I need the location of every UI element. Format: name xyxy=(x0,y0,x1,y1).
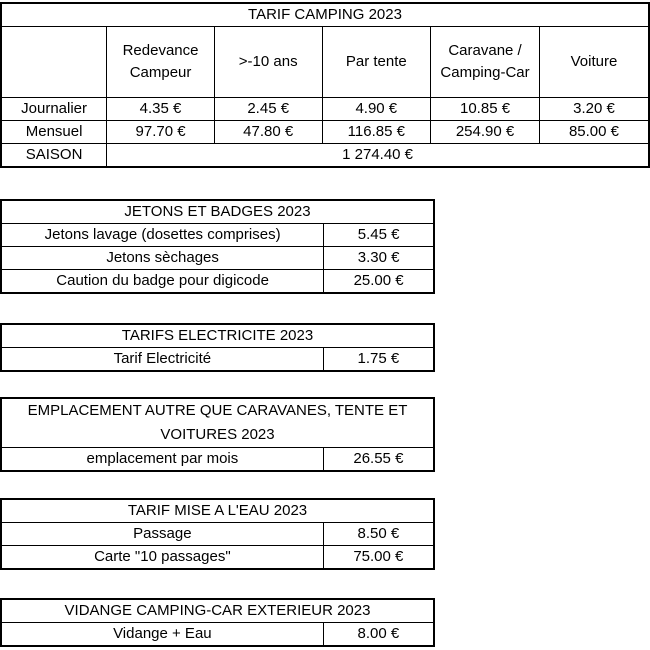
cell-value: 4.35 € xyxy=(107,98,215,121)
table-row xyxy=(1,623,434,647)
electricite-table-title: TARIFS ELECTRICITE 2023 xyxy=(1,324,434,348)
cell-value: 85.00 € xyxy=(539,121,649,144)
vidange-table-title: VIDANGE CAMPING-CAR EXTERIEUR 2023 xyxy=(1,599,434,623)
emplacement-table-title: EMPLACEMENT AUTRE QUE CARAVANES, TENTE ET VOITURES 2023 xyxy=(1,398,434,448)
jetons-badges-table xyxy=(0,199,435,294)
table-row xyxy=(1,224,434,247)
table-row xyxy=(1,98,649,121)
table-row xyxy=(1,247,434,270)
row-label: Tarif Electricité xyxy=(1,348,323,372)
table-row xyxy=(1,348,434,372)
cell-value: 3.30 € xyxy=(324,247,434,270)
table-row xyxy=(1,448,434,472)
mise-eau-table xyxy=(0,498,435,570)
cell-value: 254.90 € xyxy=(431,121,540,144)
cell-value: 8.00 € xyxy=(323,623,434,647)
table-row xyxy=(1,144,649,168)
row-label: Vidange + Eau xyxy=(1,623,323,647)
row-label-saison: SAISON xyxy=(1,144,107,168)
table-row xyxy=(1,121,649,144)
cell-value: 116.85 € xyxy=(322,121,431,144)
table-row xyxy=(1,270,434,294)
camping-rates-table xyxy=(0,2,650,168)
row-label: Passage xyxy=(1,523,323,546)
cell-value: 26.55 € xyxy=(323,448,434,472)
row-label-journalier: Journalier xyxy=(1,98,107,121)
mise-eau-table-title: TARIF MISE A L'EAU 2023 xyxy=(1,499,434,523)
cell-value: 97.70 € xyxy=(107,121,215,144)
header-redevance-campeur: Redevance Campeur xyxy=(107,27,215,98)
jetons-table-title: JETONS ET BADGES 2023 xyxy=(1,200,434,224)
cell-value: 8.50 € xyxy=(323,523,434,546)
emplacement-table xyxy=(0,397,435,472)
cell-value: 47.80 € xyxy=(214,121,322,144)
header-voiture: Voiture xyxy=(539,27,649,98)
table-row xyxy=(1,523,434,546)
saison-value: 1 274.40 € xyxy=(107,144,649,168)
vidange-table xyxy=(0,598,435,647)
electricite-table xyxy=(0,323,435,372)
cell-value: 5.45 € xyxy=(324,224,434,247)
header-caravane-camping-car: Caravane / Camping-Car xyxy=(431,27,540,98)
cell-value: 2.45 € xyxy=(214,98,322,121)
row-label: Jetons sèchages xyxy=(1,247,324,270)
row-label-mensuel: Mensuel xyxy=(1,121,107,144)
header-under-10: >-10 ans xyxy=(214,27,322,98)
row-label: Jetons lavage (dosettes comprises) xyxy=(1,224,324,247)
cell-value: 3.20 € xyxy=(539,98,649,121)
cell-value: 4.90 € xyxy=(322,98,431,121)
cell-value: 75.00 € xyxy=(323,546,434,570)
camping-table-title: TARIF CAMPING 2023 xyxy=(1,3,649,27)
cell-value: 10.85 € xyxy=(431,98,540,121)
row-label: Carte "10 passages" xyxy=(1,546,323,570)
row-label: Caution du badge pour digicode xyxy=(1,270,324,294)
row-label: emplacement par mois xyxy=(1,448,323,472)
cell-value: 25.00 € xyxy=(324,270,434,294)
header-par-tente: Par tente xyxy=(322,27,431,98)
cell-value: 1.75 € xyxy=(323,348,434,372)
camping-header-empty xyxy=(1,27,107,98)
table-row xyxy=(1,546,434,570)
